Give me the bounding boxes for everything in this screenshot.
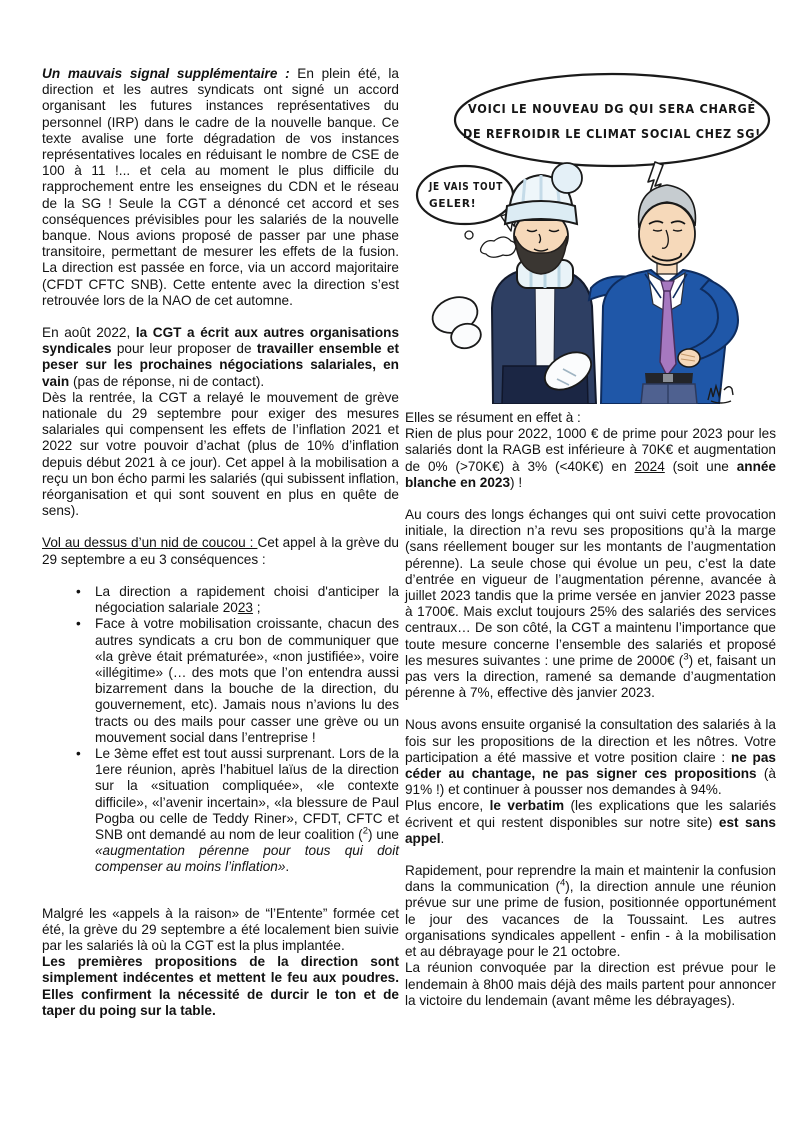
cartoon-illustration [405, 68, 776, 404]
paragraph-mauvais-signal: Un mauvais signal supplémentaire : En plein été, la direction et les autres syndicats ont signé un accord organisant les futures instances représentatives du personnel (IRP) dans le cadre de la nouvelle banque. Ce texte avalise une forte dégradation de vos instances représentatives locales en réduisant le nombre de CSE de 100 à 11 !... et cela au moment le plus difficile du rapprochement entre les enseignes du CDN et le réseau de la SG ! Seule la CGT a dénoncé cet accord et ses conséquences prévisibles pour les salariés de la nouvelle banque. Nous avions proposé de passer par une phase transitoire, permettant de mesurer les effets de la fusion. La direction est passée en force, via un accord majoritaire (CFDT CFTC SNB). Cette entente avec la direction s’est retrouvée lors de la NAO de cet automne. [42, 66, 399, 308]
speech-bubble-line2: DE REFROIDIR LE CLIMAT SOCIAL CHEZ SG! [463, 126, 761, 141]
paragraph-consultation: Nous avons ensuite organisé la consultation des salariés à la fois sur les propositions de la direction et les nôtres. Votre participation a été massive et votre position claire : ne pas céder au chantage, ne pas signer ces propositions (à 91% !) et continuer à pousser nos demandes à 94%. Plus encore, le verbatim (les explications que les salariés écrivent et qui restent disponibles sur notre site) est sans appel. [405, 717, 777, 846]
paragraph-rapidement: Rapidement, pour reprendre la main et maintenir la confusion dans la communication ($^4$), la direction annule une réunion prévue sur une prime de fusion, positionnée opportunément le jour des vacances de la Toussaint. Les autres organisations syndicales appellent - enfin - à la mobilisation et au débrayage pour le 21 octobre. La réunion convoquée par la direction est prévue pour le lendemain à 8h00 mais déjà des mails partent pour annoncer la victoire du lendemain (avant même les débrayages). [405, 863, 777, 1008]
consequences-list [42, 584, 399, 876]
paragraph-aout-2022: En août 2022, la CGT a écrit aux autres organisations syndicales pour leur proposer de travailler ensemble et peser sur les prochaines négociations salariales, en vain (pas de réponse, ni de contact). Dès la rentrée, la CGT a relayé le mouvement de grève nationale du 29 septembre pour exiger des mesures salariales qui compensent les effets de l’inflation 2021 et 2022 sur votre pouvoir d’achat (plus de 10% d’inflation depuis début 2021 à ce jour). Cet appel à la mobilisation a reçu un bon écho parmi les salariés (qui subissent inflation, réorganisation et qui sont souvent en plus en quête de sens). [42, 325, 400, 519]
speech-bubble-line1: VOICI LE NOUVEAU DG QUI SERA CHARGÉ [468, 101, 756, 116]
paragraph-coucou-heading: Vol au dessus d’un nid de coucou : Cet appel à la grève du 29 septembre a eu 3 conséquences : [42, 535, 399, 567]
paragraph-elles-resument: Elles se résument en effet à : Rien de plus pour 2022, 1000 € de prime pour 2023 pour les salariés dont la RAGB est inférieure à 70K€ et augmentation de 0% (>70K€) à 3% (<40K€) en 2024 (soit une année blanche en 2023) ! [405, 410, 776, 490]
right-column [405, 66, 776, 1035]
paragraph-malgre: Malgré les «appels à la raison» de “l’Entente” formée cet été, la grève du 29 septembre a été localement bien suivie par les salariés là où la CGT est la plus implantée. Les premières propositions de la direction sont simplement indécentes et mettent le feu aux poudres. Elles confirment la nécessité de durcir le ton et de taper du poing sur la table. [42, 905, 399, 1018]
paragraph-longs-echanges: Au cours des longs échanges qui ont suivi cette provocation initiale, la direction n’a revu ses propositions qu’à la marge (sans réellement bouger sur les montants de l’augmentation pérenne). La seule chose qui évolue un peu, c’est la date d’entrée en vigueur de l’augmentation pérenne, avancée à juillet 2023 tandis que la prime versée en janvier 2023 passe à 1700€. Mais exclut toujours 25% des salariés des services centraux… De son côté, la CGT a maintenu l’importance que toute mesure concerne l’ensemble des salariés et proposé les mesures suivantes : une prime de 2000€ ($^3$) et, faisant un pas vers la direction, ramené sa demande d’augmentation pérenne à 7%, effective dès janvier 2023. [405, 507, 776, 701]
left-column [42, 66, 399, 1035]
breath-puff-icon [465, 231, 516, 257]
list-item: • La direction a rapidement choisi d'anticiper la négociation salariale 2023 ; [95, 584, 399, 616]
dg-figure [589, 185, 738, 404]
thought-bubble-line2: GELER! [429, 198, 477, 210]
list-item: • Le 3ème effet est tout aussi surprenant. Lors de la 1ere réunion, après l’habituel laïus de la direction sur la «situation compliquée», «le contexte difficile», «l’avenir incertain», «la blessure de Paul Pogba ou celle de Teddy Riner», CFDT, CFTC et SNB ont demandé au nom de leur coalition ($^2$) une «augmentation pérenne pour tous qui doit compenser au moins l’inflation». [95, 746, 399, 876]
thought-bubble-line1: JE VAIS TOUT [428, 181, 504, 193]
list-item: • Face à votre mobilisation croissante, chacun des autres syndicats a cru bon de communiquer que «la grève était prématurée», «non justifiée», voire «illégitime» (… des mots que l’on entendra aussi bizarrement dans la bouche de la direction, du gouvernement, etc). Jamais nous n’avions lu des tracts ou des mails pour casser une grève ou un mouvement social dans l’entreprise ! [95, 616, 399, 746]
